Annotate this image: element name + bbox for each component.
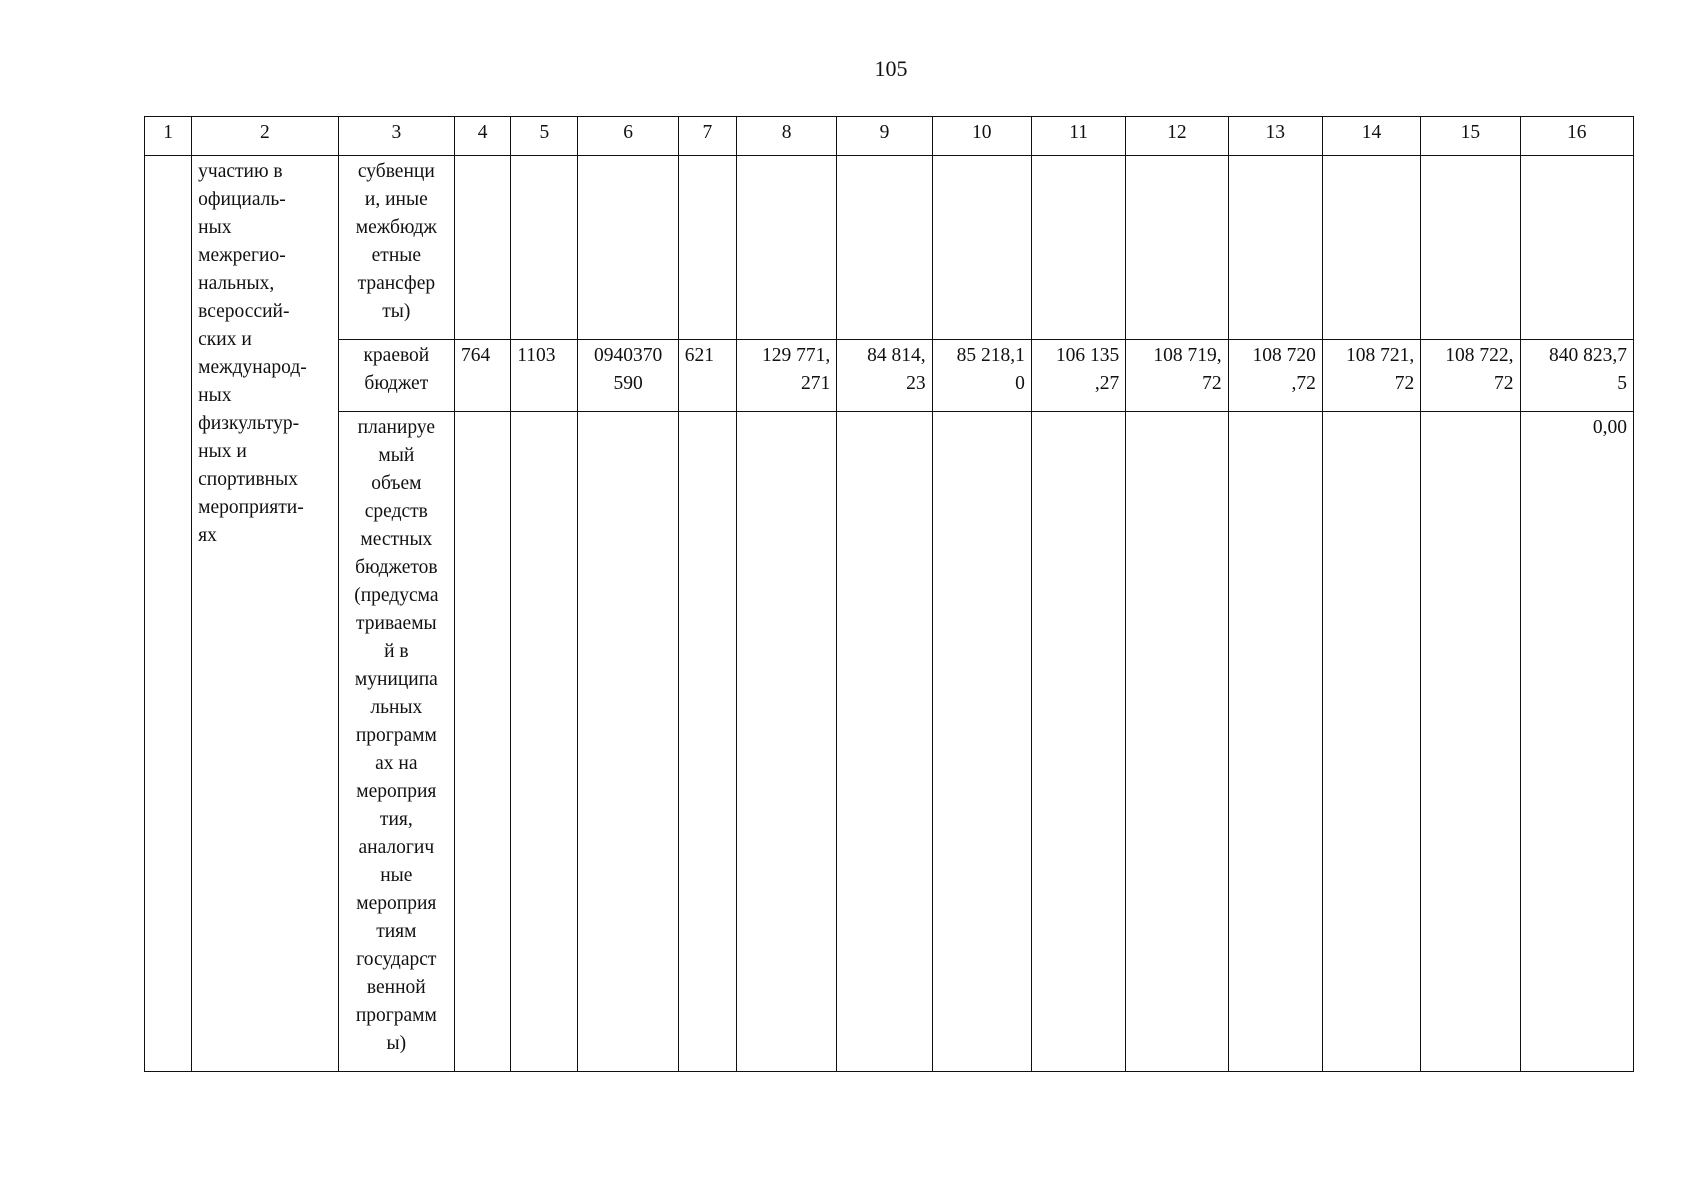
amount-cell: 129 771, 271 xyxy=(736,340,836,412)
value-cell xyxy=(837,412,932,1072)
header-cell: 6 xyxy=(578,117,678,156)
grbs-code-cell: 764 xyxy=(455,340,511,412)
total-amount-cell: 0,00 xyxy=(1520,412,1633,1072)
header-cell: 9 xyxy=(837,117,932,156)
amount-cell: 108 720 ,72 xyxy=(1228,340,1322,412)
expense-type-cell: 621 xyxy=(678,340,736,412)
value-cell xyxy=(1228,412,1322,1072)
value-cell xyxy=(1126,412,1228,1072)
value-cell xyxy=(1322,156,1420,340)
amount-cell: 108 719, 72 xyxy=(1126,340,1228,412)
value-cell xyxy=(511,156,578,340)
value-cell xyxy=(1520,156,1633,340)
value-cell xyxy=(511,412,578,1072)
value-cell xyxy=(1421,156,1520,340)
value-cell xyxy=(932,156,1031,340)
funding-source-cell: субвенци и, иные межбюдж етные трансфер ты) xyxy=(338,156,454,340)
value-cell xyxy=(578,156,678,340)
header-cell: 5 xyxy=(511,117,578,156)
row-number-cell xyxy=(145,156,192,1072)
value-cell xyxy=(837,156,932,340)
value-cell xyxy=(1322,412,1420,1072)
header-row xyxy=(145,117,1634,156)
value-cell xyxy=(932,412,1031,1072)
amount-cell: 84 814, 23 xyxy=(837,340,932,412)
section-code-cell: 1103 xyxy=(511,340,578,412)
header-cell: 7 xyxy=(678,117,736,156)
header-cell: 1 xyxy=(145,117,192,156)
page-number: 105 xyxy=(874,56,908,81)
value-cell xyxy=(455,156,511,340)
table-row xyxy=(145,340,1634,412)
value-cell xyxy=(1421,412,1520,1072)
header-cell: 4 xyxy=(455,117,511,156)
value-cell xyxy=(736,156,836,340)
value-cell xyxy=(578,412,678,1072)
header-cell: 11 xyxy=(1031,117,1125,156)
value-cell xyxy=(1031,412,1125,1072)
table-row xyxy=(145,412,1634,1072)
header-cell: 13 xyxy=(1228,117,1322,156)
amount-cell: 108 721, 72 xyxy=(1322,340,1420,412)
header-cell: 3 xyxy=(338,117,454,156)
amount-cell: 85 218,1 0 xyxy=(932,340,1031,412)
header-cell: 2 xyxy=(192,117,338,156)
value-cell xyxy=(1126,156,1228,340)
value-cell xyxy=(1031,156,1125,340)
value-cell xyxy=(1228,156,1322,340)
value-cell xyxy=(678,412,736,1072)
amount-cell: 106 135 ,27 xyxy=(1031,340,1125,412)
target-article-cell: 0940370 590 xyxy=(578,340,678,412)
amount-cell: 108 722, 72 xyxy=(1421,340,1520,412)
table-row xyxy=(145,156,1634,340)
funding-source-cell: планируе мый объем средств местных бюджетов (предусма триваемы й в муниципа льных программ ах на мероприя тия, аналогич ные мероприя тиям государст венной программ ы) xyxy=(338,412,454,1072)
value-cell xyxy=(455,412,511,1072)
header-cell: 12 xyxy=(1126,117,1228,156)
header-cell: 8 xyxy=(736,117,836,156)
budget-table xyxy=(144,116,1634,1072)
header-cell: 15 xyxy=(1421,117,1520,156)
header-cell: 16 xyxy=(1520,117,1633,156)
event-description-cell: участию в официаль- ных межрегио- нальных, всероссий- ских и международ- ных физкультур- ных и спортивных мероприяти- ях xyxy=(192,156,338,1072)
header-cell: 10 xyxy=(932,117,1031,156)
total-amount-cell: 840 823,7 5 xyxy=(1520,340,1633,412)
funding-source-cell: краевой бюджет xyxy=(338,340,454,412)
value-cell xyxy=(736,412,836,1072)
header-cell: 14 xyxy=(1322,117,1420,156)
value-cell xyxy=(678,156,736,340)
